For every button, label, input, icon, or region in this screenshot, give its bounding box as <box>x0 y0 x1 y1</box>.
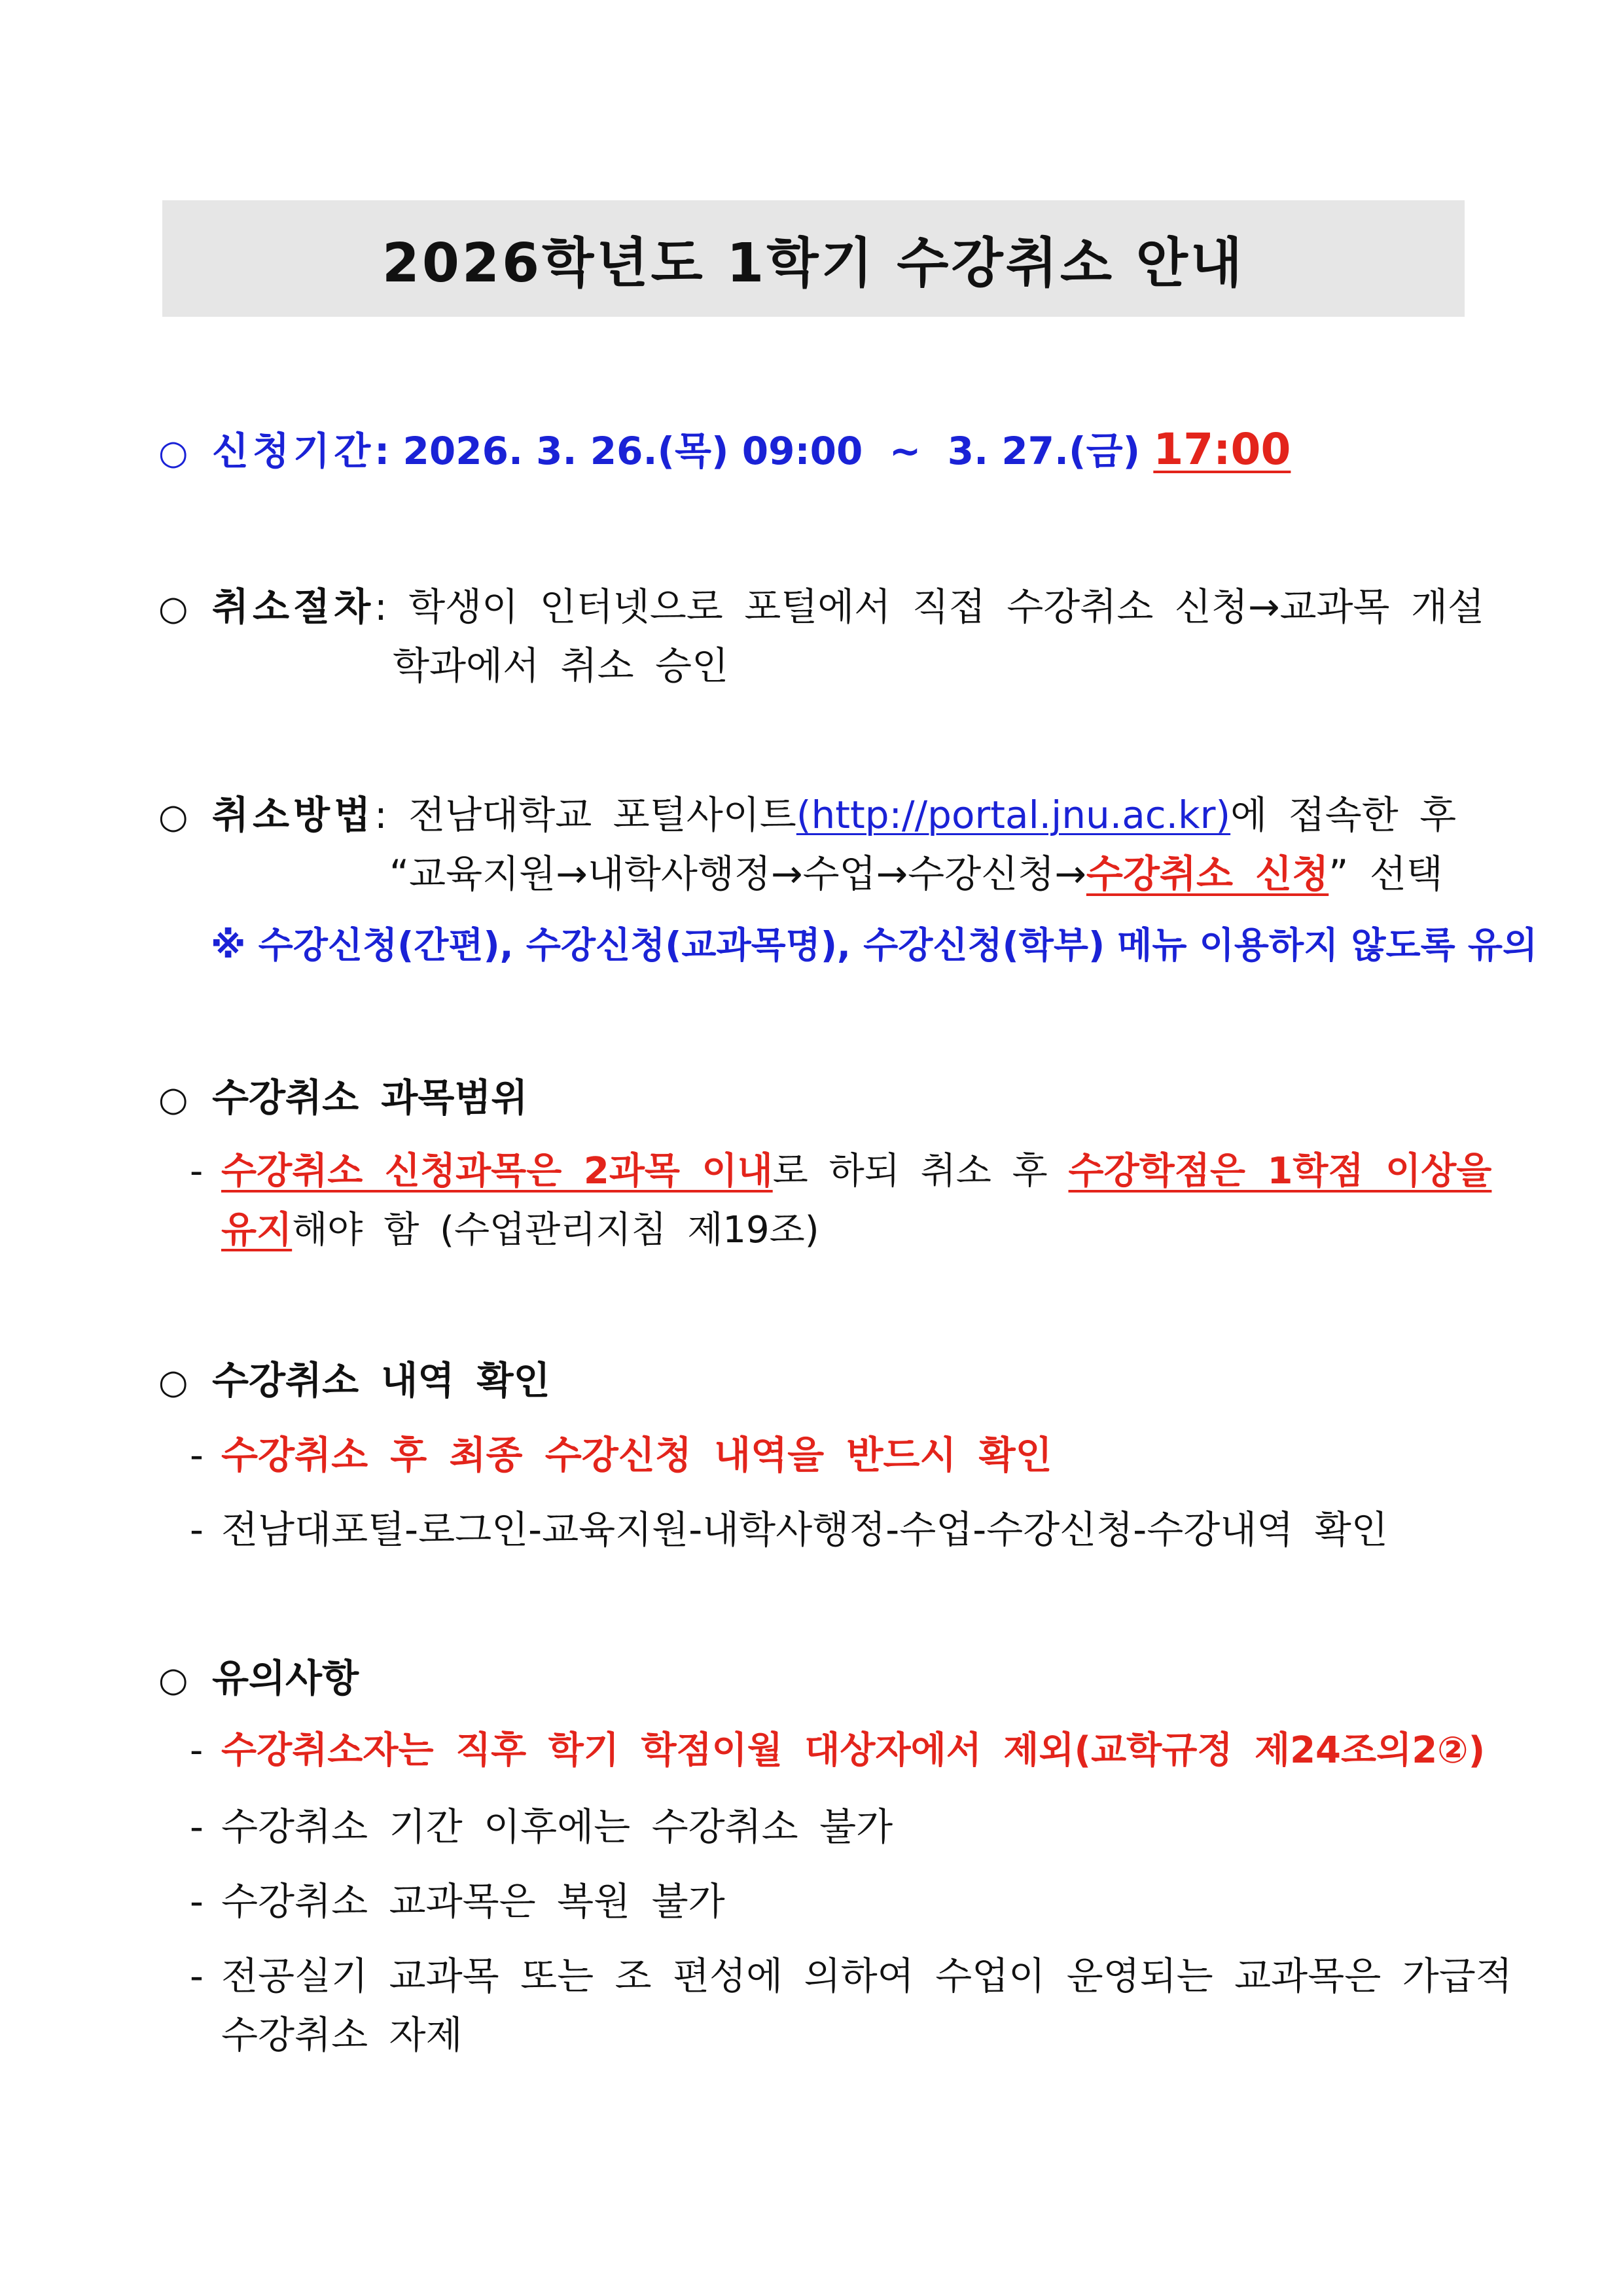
circle-bullet-icon: ○ <box>158 1080 188 1119</box>
procedure-line-1: ○ 취소절차: 학생이 인터넷으로 포털에서 직접 수강취소 신청→교과목 개설 <box>158 584 1485 629</box>
circle-bullet-icon: ○ <box>158 589 188 628</box>
check-item-1: - 수강취소 후 최종 수강신청 내역을 반드시 확인 <box>190 1433 1052 1477</box>
circle-bullet-icon: ○ <box>158 1363 188 1402</box>
procedure-label: 취소절차 <box>212 584 375 629</box>
method-label: 취소방법 <box>212 793 375 837</box>
circle-bullet-icon: ○ <box>158 797 188 836</box>
notes-heading: ○ 유의사항 <box>158 1656 359 1700</box>
notes-item-3: - 수강취소 교과목은 복원 불가 <box>190 1879 725 1924</box>
scope-limit-text: 수강취소 신청과목은 2과목 이내 <box>221 1150 773 1193</box>
method-line-1: ○ 취소방법: 전남대학교 포털사이트(http://portal.jnu.ac.kr)에 접속한 후 <box>158 793 1457 837</box>
period-dates: 2026. 3. 26.(목) 09:00 ~ 3. 27.(금) <box>402 429 1141 473</box>
notes-item-2: - 수강취소 기간 이후에는 수강취소 불가 <box>190 1804 893 1849</box>
method-line-2: “교육지원→내학사행정→수업→수강신청→수강취소 신청” 선택 <box>389 852 1443 896</box>
check-heading: ○ 수강취소 내역 확인 <box>158 1358 550 1403</box>
method-note: ※ 수강신청(간편), 수강신청(교과목명), 수강신청(학부) 메뉴 이용하지 않도록 유의 <box>211 924 1538 966</box>
scope-heading: ○ 수강취소 과목범위 <box>158 1075 528 1120</box>
scope-credit-text: 수강학점은 1학점 이상을 <box>1068 1150 1492 1193</box>
procedure-line-2: 학과에서 취소 승인 <box>393 643 729 688</box>
scope-line-1: - 수강취소 신청과목은 2과목 이내로 하되 취소 후 수강학점은 1학점 이상을 <box>190 1150 1492 1193</box>
period-line: ○ 신청기간: 2026. 3. 26.(목) 09:00 ~ 3. 27.(금) 17:00 <box>158 424 1291 475</box>
cancel-menu-highlight: 수강취소 신청 <box>1086 852 1329 896</box>
check-item-2: - 전남대포털-로그인-교육지원-내학사행정-수업-수강신청-수강내역 확인 <box>190 1507 1388 1552</box>
period-label: 신청기간 <box>212 429 375 473</box>
portal-link[interactable]: (http://portal.jnu.ac.kr) <box>796 793 1231 837</box>
page-title: 2026학년도 1학기 수강취소 안내 <box>382 232 1245 295</box>
scope-line-2: 유지해야 함 (수업관리지침 제19조) <box>221 1209 819 1251</box>
circle-bullet-icon: ○ <box>158 433 188 473</box>
period-end-time: 17:00 <box>1153 424 1291 475</box>
notes-item-1: - 수강취소자는 직후 학기 학점이월 대상자에서 제외(교학규정 제24조의2②) <box>190 1729 1486 1772</box>
procedure-text: 학생이 인터넷으로 포털에서 직접 수강취소 신청→교과목 개설 <box>408 584 1485 629</box>
notes-item-4-cont: 수강취소 자제 <box>221 2013 463 2057</box>
circle-bullet-icon: ○ <box>158 1660 188 1700</box>
notes-item-4: - 전공실기 교과목 또는 조 편성에 의하여 수업이 운영되는 교과목은 가급적 <box>190 1954 1512 1998</box>
title-box <box>162 200 1465 317</box>
